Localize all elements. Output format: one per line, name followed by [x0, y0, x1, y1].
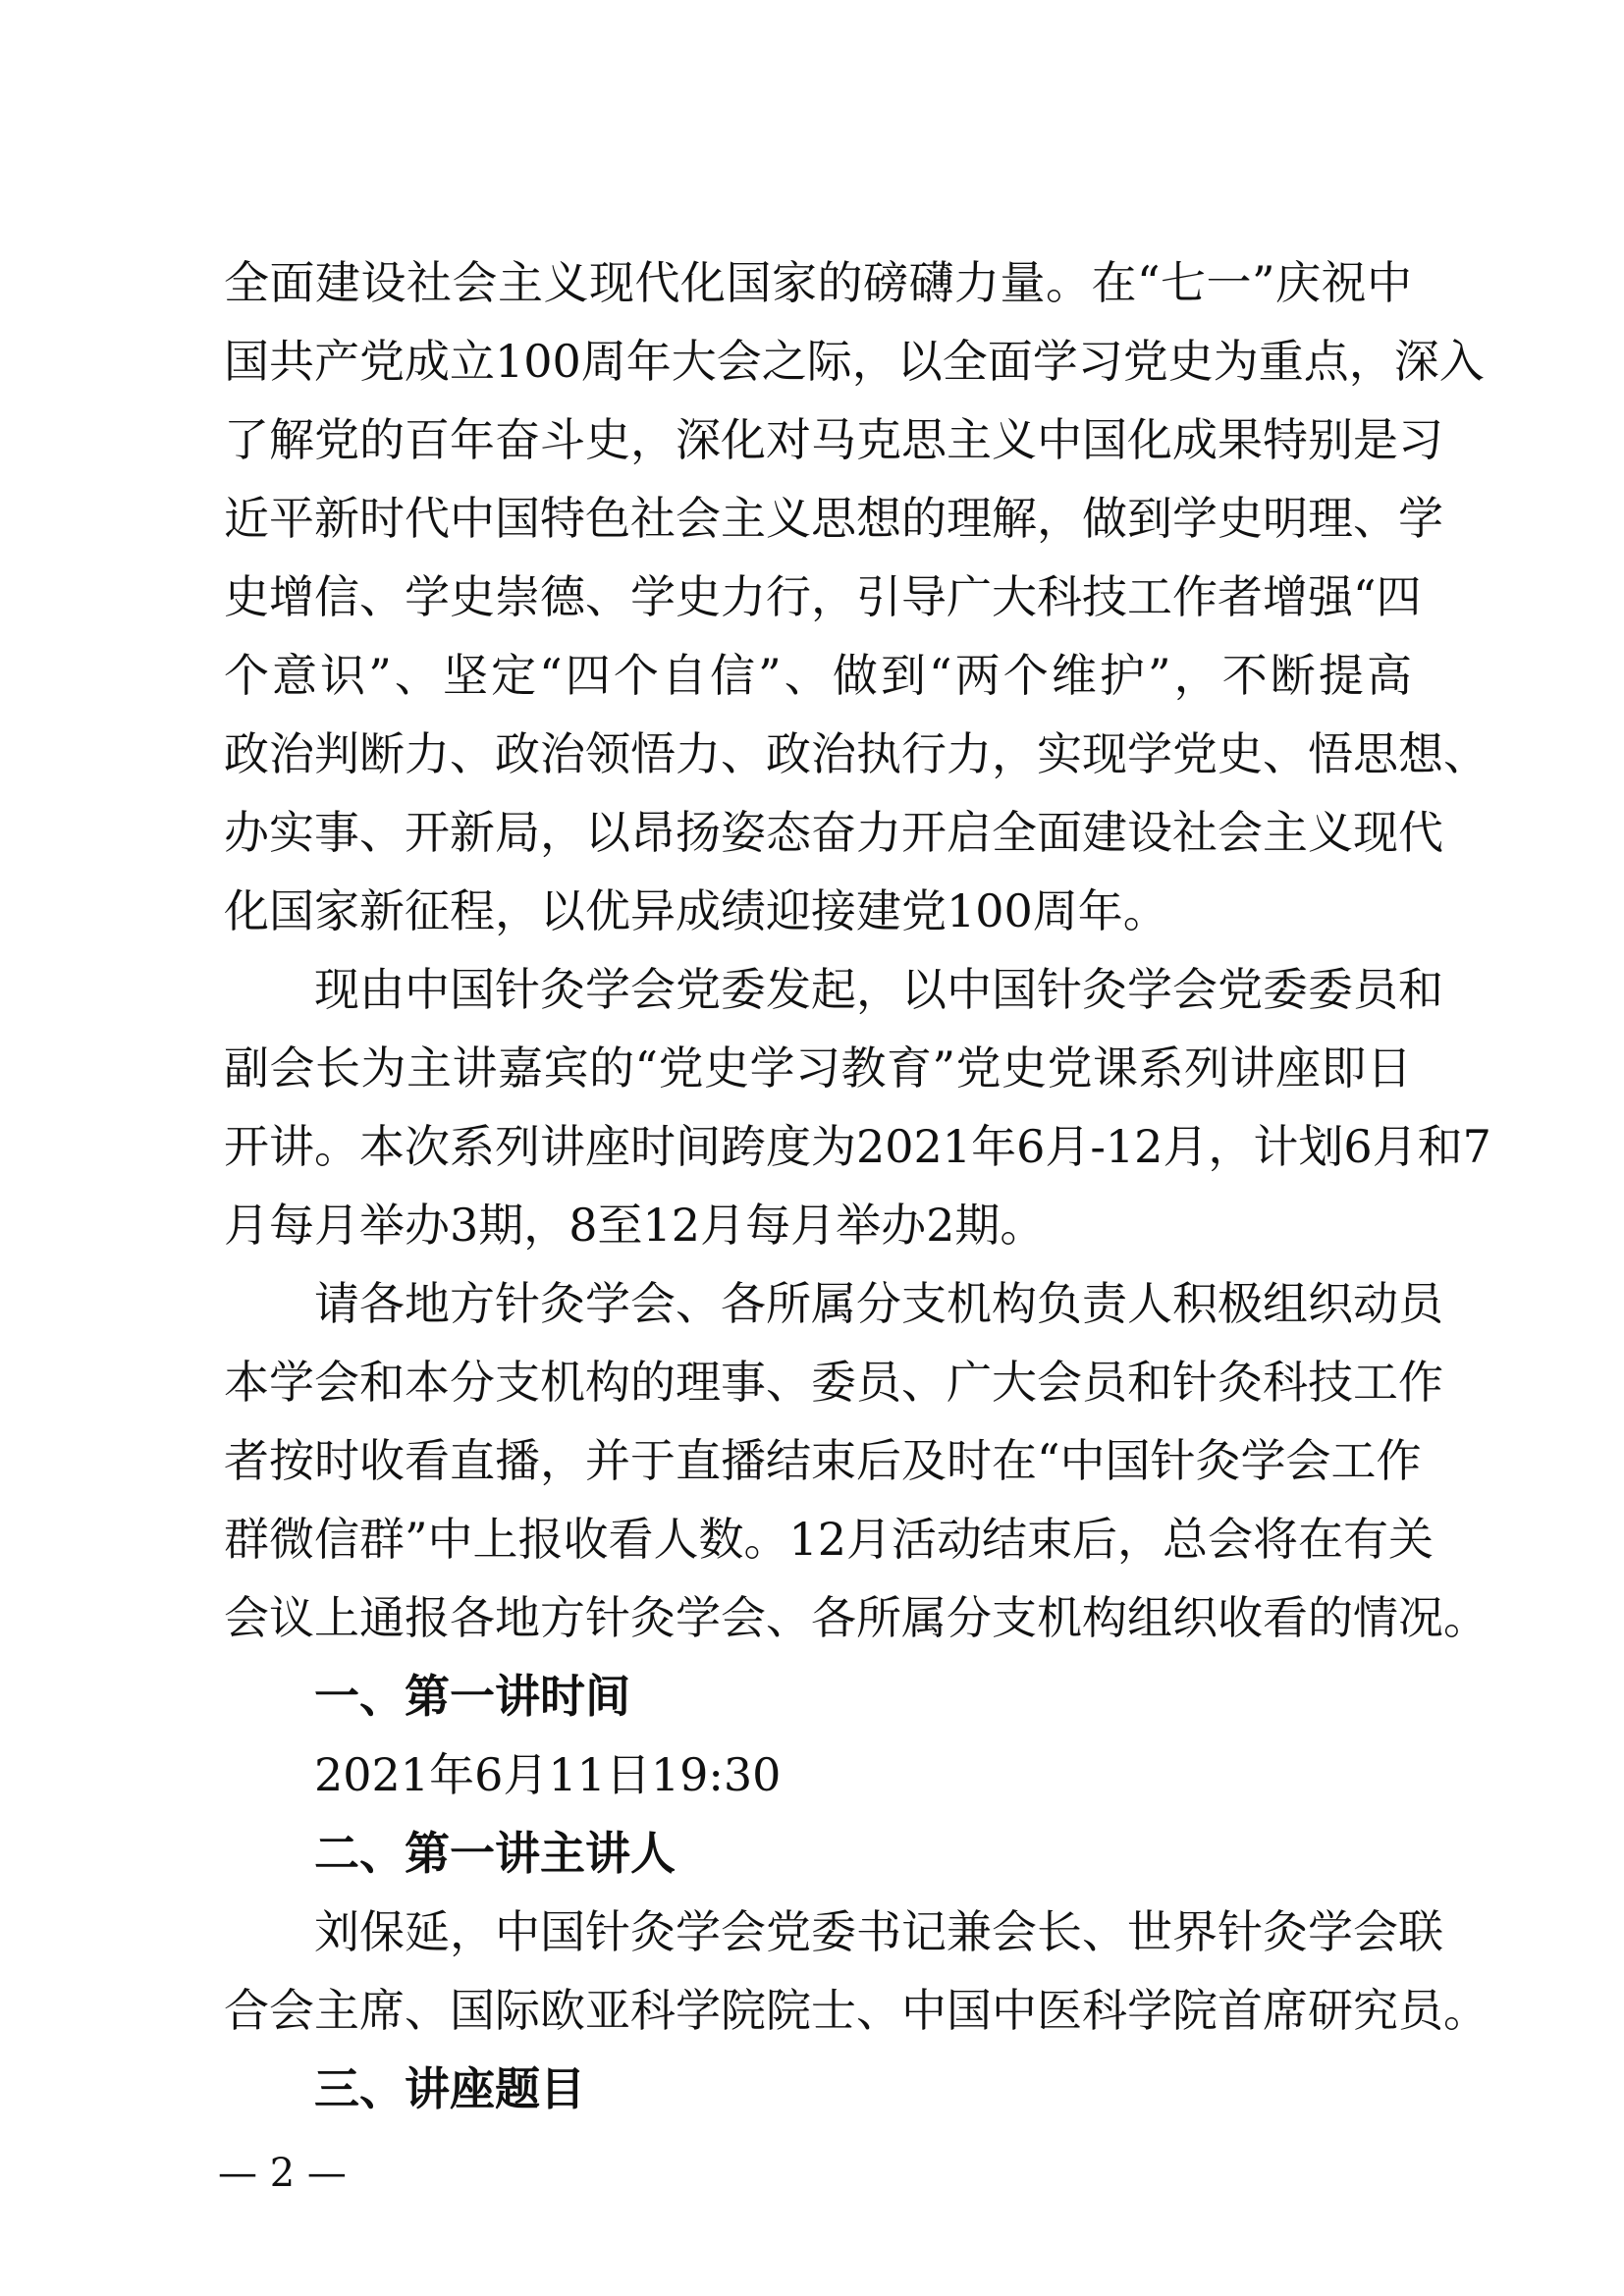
- body-text-line: 政治判断力、政治领悟力、政治执行力，实现学党史、悟思想、: [224, 727, 1489, 780]
- body-text-line: 近平新时代中国特色社会主义思想的理解，做到学史明理、学: [224, 492, 1443, 545]
- body-text-line: 开讲。本次系列讲座时间跨度为2021年6月-12月，计划6月和7: [224, 1120, 1491, 1173]
- paragraph-first-line: 现由中国针灸学会党委发起，以中国针灸学会党委委员和: [314, 963, 1443, 1016]
- section-heading-time: 一、第一讲时间: [314, 1670, 630, 1723]
- body-text-line: 者按时收看直播，并于直播结束后及时在“中国针灸学会工作: [224, 1434, 1422, 1487]
- body-text-line: 史增信、学史崇德、学史力行，引导广大科技工作者增强“四: [224, 570, 1422, 623]
- body-text-line: 国共产党成立100周年大会之际，以全面学习党史为重点，深入: [224, 335, 1485, 388]
- page-number: — 2 —: [218, 2151, 347, 2196]
- paragraph-first-line: 请各地方针灸学会、各所属分支机构负责人积极组织动员: [314, 1277, 1443, 1330]
- body-text-line: 本学会和本分支机构的理事、委员、广大会员和针灸科技工作: [224, 1356, 1443, 1409]
- body-text-line: 副会长为主讲嘉宾的“党史学习教育”党史党课系列讲座即日: [224, 1041, 1412, 1095]
- body-text-line: 群微信群”中上报收看人数。12月活动结束后，总会将在有关: [224, 1513, 1435, 1566]
- lecture-time: 2021年6月11日19:30: [314, 1748, 782, 1801]
- body-text-line: 办实事、开新局，以昂扬姿态奋力开启全面建设社会主义现代: [224, 806, 1443, 859]
- body-text-line: 化国家新征程，以优异成绩迎接建党100周年。: [224, 884, 1168, 937]
- body-text-line: 月每月举办3期，8至12月每月举办2期。: [224, 1199, 1046, 1252]
- section-heading-speaker: 二、第一讲主讲人: [314, 1827, 676, 1880]
- speaker-line: 合会主席、国际欧亚科学院院士、中国中医科学院首席研究员。: [224, 1984, 1489, 2037]
- body-text-line: 会议上通报各地方针灸学会、各所属分支机构组织收看的情况。: [224, 1591, 1489, 1644]
- body-text-line: 了解党的百年奋斗史，深化对马克思主义中国化成果特别是习: [224, 413, 1443, 466]
- section-heading-topic: 三、讲座题目: [314, 2062, 585, 2115]
- speaker-line: 刘保延，中国针灸学会党委书记兼会长、世界针灸学会联: [314, 1905, 1443, 1958]
- body-text-line: 全面建设社会主义现代化国家的磅礴力量。在“七一”庆祝中: [224, 256, 1412, 309]
- body-text-line: 个意识”、坚定“四个自信”、做到“两个维护”，不断提高: [224, 649, 1412, 702]
